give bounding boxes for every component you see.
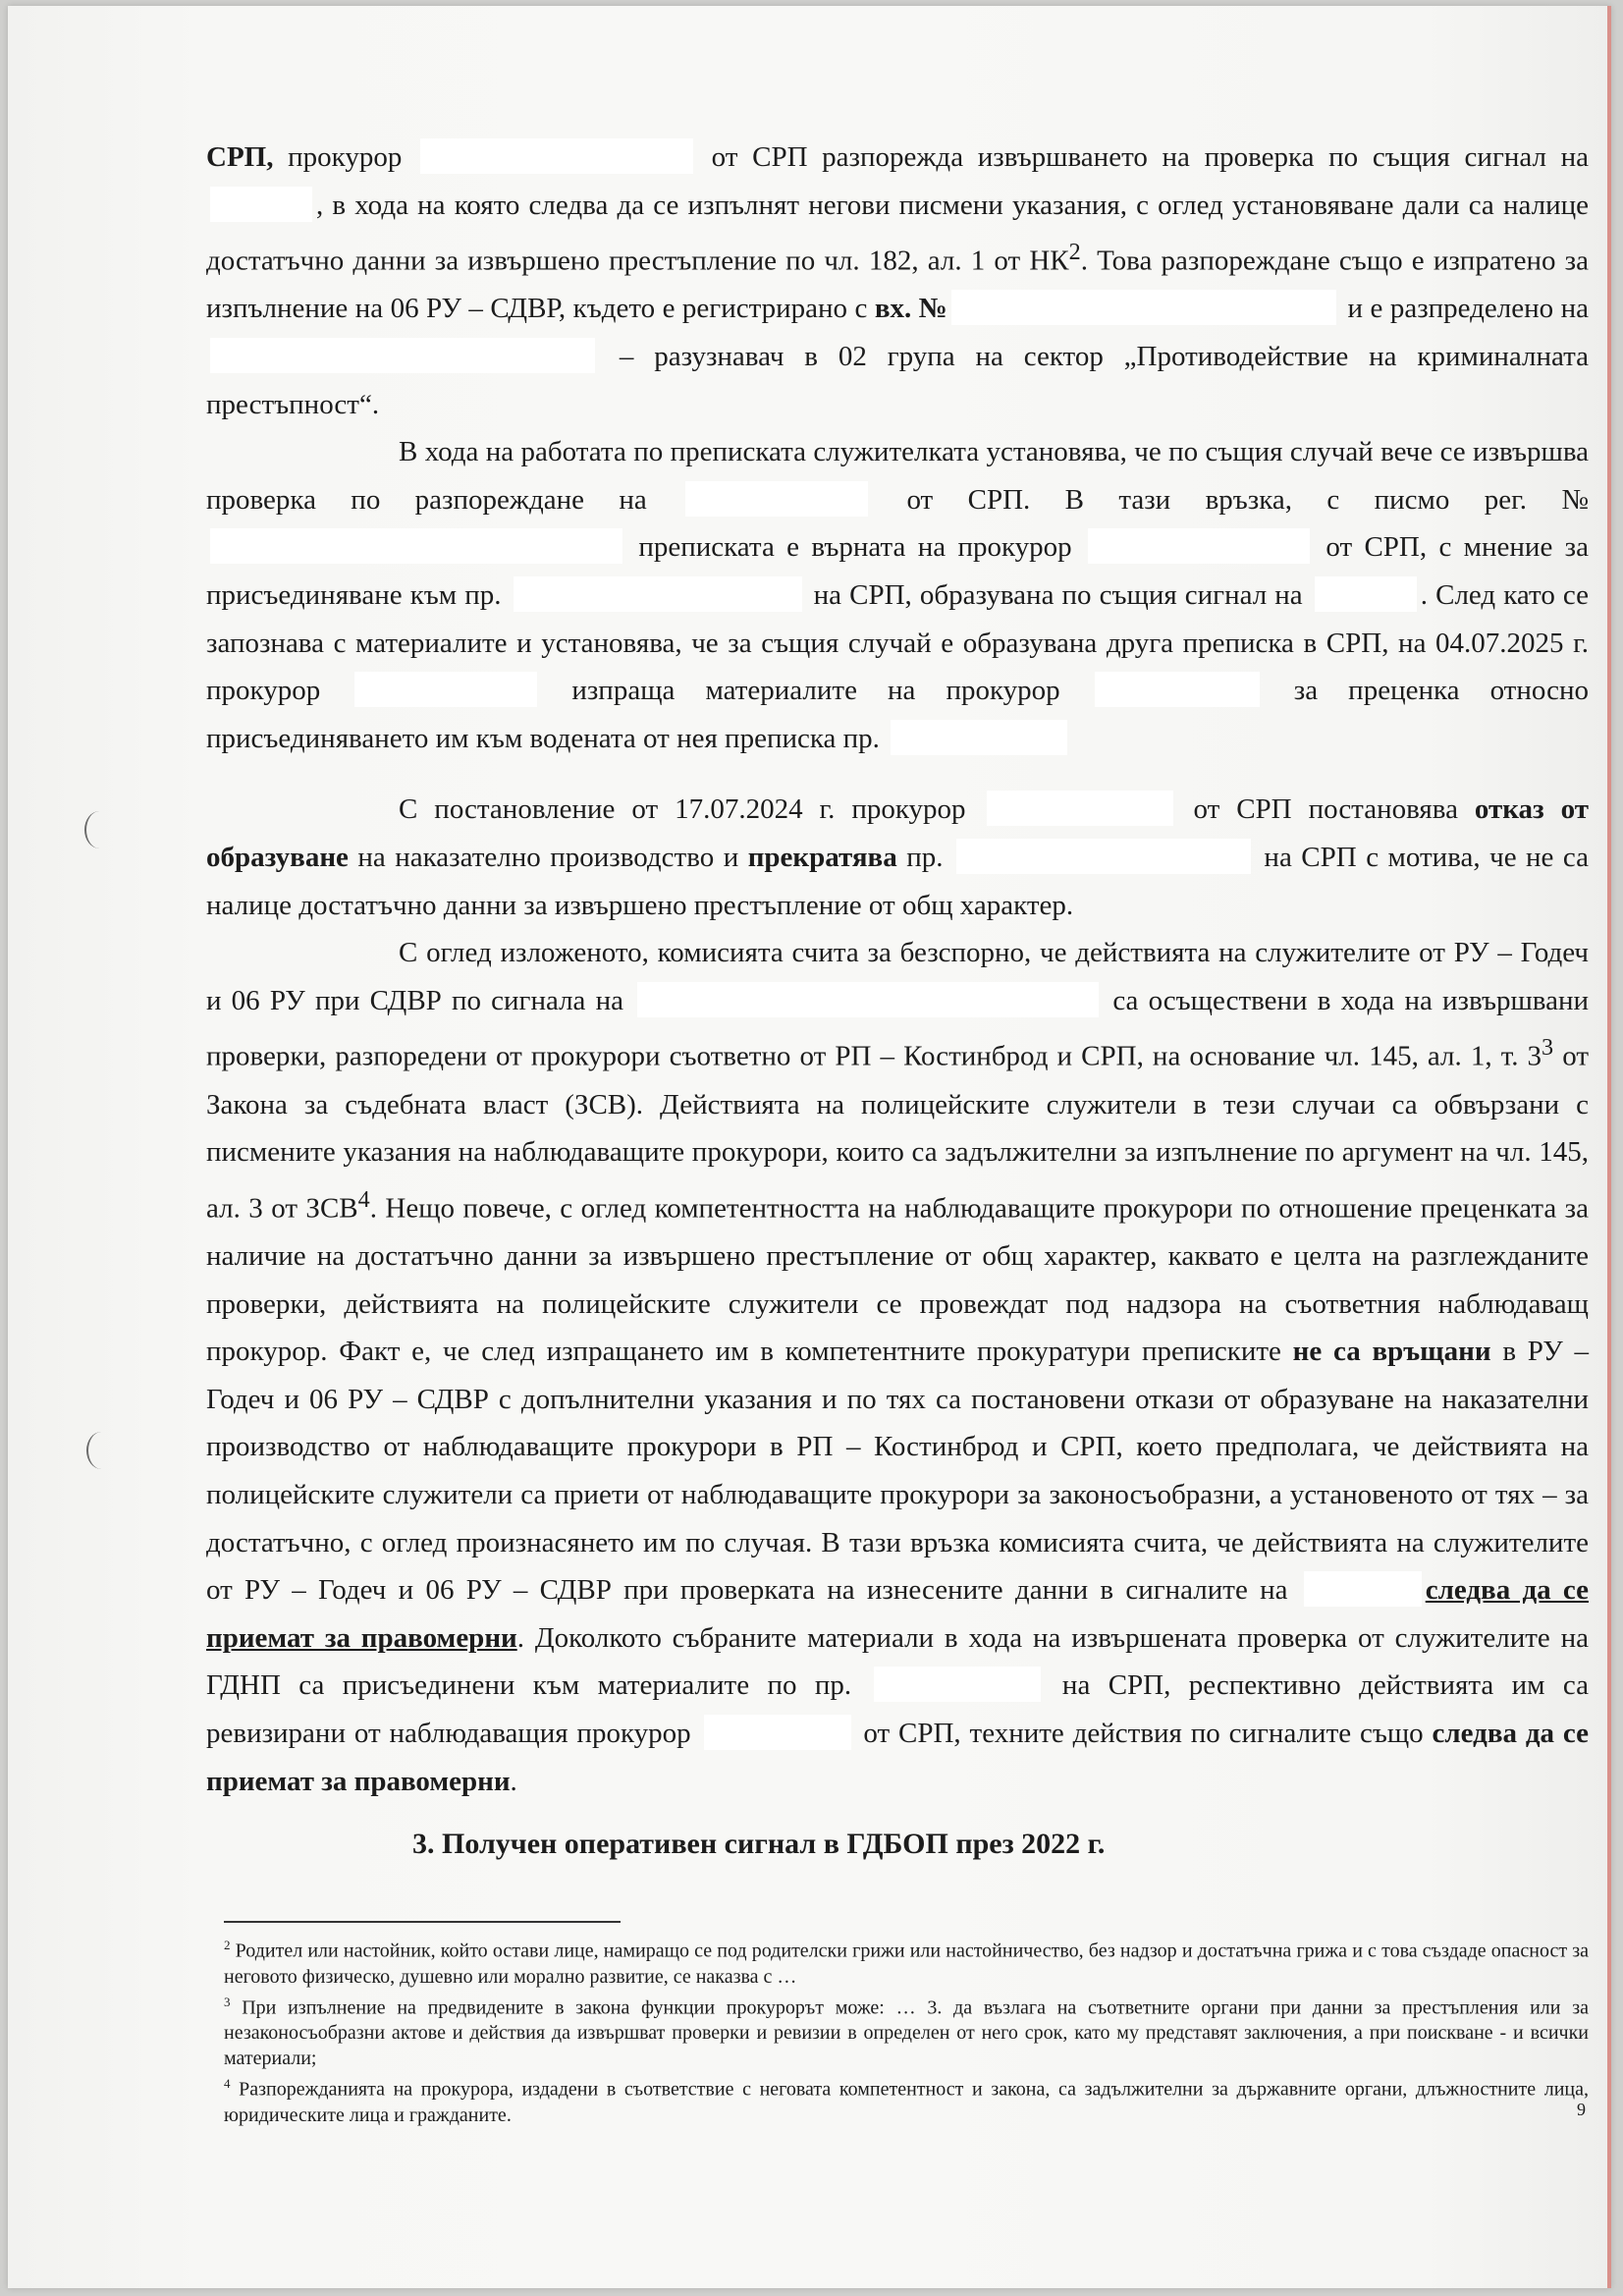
redaction	[210, 187, 312, 222]
footnote-4	[224, 2071, 1589, 2128]
text: . Нещо повече, с оглед компетентността на наблюдаващите прокурори по отношение преценката за наличие на достатъчно данни за извършено престъпление от общ характер, каквато е целта на разглежданите проверки, действията на полицейските служители се провеждат под надзора на съответния наблюдаващ прокурор. Факт е, че след изпращането им в компетентните прокуратури преписките	[206, 1192, 1589, 1368]
text: от СРП. В тази връзка, с писмо рег. №	[872, 483, 1589, 516]
redaction	[874, 1667, 1041, 1702]
redaction	[210, 528, 622, 564]
text-bold: вх. №	[874, 293, 948, 325]
paragraph-2	[206, 428, 1589, 762]
text-bold: не са връщани	[1292, 1336, 1491, 1368]
footnote-text: Родител или настойник, който остави лице, намиращо се под родителски грижи или настойничество, без надзор и достатъчна грижа и с това създаде опасност за неговото физическо, душевно или морално развитие, се наказва с …	[224, 1940, 1589, 1988]
footnote-separator	[224, 1921, 621, 1923]
text: . Доколкото събраните материали в хода на извършената проверка от служителите на ГДНП са присъединени към материалите по пр.	[206, 1621, 1589, 1702]
redaction	[956, 839, 1251, 874]
text: от СРП, с мнение за присъединяване към пр.	[206, 531, 1589, 611]
text: за преценка относно присъединяването им към водената от нея преписка пр.	[206, 675, 1589, 754]
text: .	[510, 1765, 517, 1797]
paragraph-3	[206, 786, 1589, 929]
redaction	[951, 290, 1336, 325]
text: . Това разпореждане също е изпратено за изпълнение на 06 РУ – СДВР, където е регистрирано с	[206, 245, 1589, 325]
text: от Закона за съдебната власт (ЗСВ). Действията на полицейските служители в тези случаи са обвързани с писмените указания на наблюдаващите прокурори, които са задължителни за изпълнение по аргумент на чл. 145, ал. 3 от ЗСВ	[206, 1041, 1590, 1225]
redaction	[1315, 576, 1417, 612]
redaction	[354, 672, 537, 707]
footnote-2	[224, 1933, 1589, 1990]
footnote-number: 3	[224, 1994, 231, 2009]
text: . След като се запознава с материалите и установява, че за същия случай е образувана друга преписка в СРП, на 04.07.2025 г. прокурор	[206, 579, 1589, 707]
text-bold: следва да се приемат за правомерни	[206, 1717, 1589, 1797]
text: пр.	[896, 841, 952, 873]
page-number: 9	[1577, 2100, 1586, 2119]
redaction	[987, 791, 1173, 826]
text: С постановление от 17.07.2024 г. прокурор	[399, 793, 983, 826]
footnotes	[224, 1933, 1589, 2128]
paragraph-1	[206, 134, 1589, 428]
redaction	[1088, 528, 1310, 564]
footnote-text: При изпълнение на предвидените в закона функции прокурорът може: … 3. да възлага на съответните органи при данни за престъпления или за незаконосъобразни актове и действия да извършват проверки и ревизии в определен от него срок, като му представят заключения, а при поискване - и всички материали;	[224, 1996, 1589, 2070]
punch-hole-mark	[86, 1432, 116, 1469]
text: от СРП, техните действия по сигналите също	[854, 1717, 1433, 1749]
text: на СРП с мотива, че не са налице достатъчно данни за извършено престъпление от общ характер.	[206, 841, 1590, 921]
text-bold-underline: следва да се приемат за правомерни	[206, 1574, 1589, 1654]
redaction	[1304, 1571, 1422, 1607]
text-bold: отказ от образуване	[206, 793, 1589, 873]
footnote-ref: 4	[357, 1185, 370, 1213]
redaction	[514, 576, 802, 612]
footnote-text: Разпорежданията на прокурора, издадени в съответствие с неговата компетентност и закона, са задължителни за държавните органи, длъжностните лица, юридическите лица и гражданите.	[224, 2078, 1589, 2126]
footnote-number: 2	[224, 1938, 231, 1952]
text: – разузнавач в 02 група на сектор „Противодействие на криминалната престъпност“.	[206, 341, 1589, 420]
text-bold: СРП,	[206, 141, 274, 173]
redaction	[891, 720, 1067, 755]
paragraph-4	[206, 929, 1589, 1805]
text: от СРП разпорежда извършването на проверка по същия сигнал на	[697, 141, 1590, 173]
redaction	[210, 338, 595, 373]
redaction	[420, 138, 693, 174]
text: на наказателно производство и	[348, 841, 748, 873]
text-bold: прекратява	[747, 841, 897, 873]
document-page	[8, 6, 1611, 2288]
redaction	[685, 481, 868, 517]
text: на СРП, образувана по същия сигнал на	[805, 579, 1311, 611]
footnote-3	[224, 1990, 1589, 2072]
text: са осъществени в хода на извършвани проверки, разпоредени от прокурори съответно от РП – Костинброд и СРП, на основание чл. 145, ал. 1, т. 3	[206, 984, 1589, 1072]
footnote-ref: 3	[1542, 1034, 1554, 1062]
document-body	[206, 134, 1589, 1870]
redaction	[637, 982, 1099, 1017]
text: преписката е върната на прокурор	[626, 531, 1084, 564]
redaction	[1095, 672, 1260, 707]
text: прокурор	[273, 141, 416, 173]
text: В хода на работата по преписката служителката установява, че по същия случай вече се извършва проверка по разпореждане на	[206, 436, 1589, 516]
text: на СРП, респективно действията им са ревизирани от наблюдаващия прокурор	[206, 1669, 1589, 1749]
footnote-ref: 2	[1068, 239, 1081, 266]
page-edge	[1607, 6, 1611, 2288]
text: от СРП постановява	[1176, 793, 1475, 826]
footnote-number: 4	[224, 2076, 231, 2092]
section-heading: 3. Получен оперативен сигнал в ГДБОП през 2022 г.	[412, 1828, 1106, 1861]
redaction	[704, 1715, 851, 1750]
text: , в хода на която следва да се изпълнят негови писмени указания, с оглед установяване дали са налице достатъчно данни за извършено престъпление по чл. 182, ал. 1 от НК	[206, 189, 1589, 277]
text: в РУ – Годеч и 06 РУ – СДВР с допълнителни указания и по тях са постановени откази от образуване на наказателни производство от наблюдаващите прокурори в РП – Костинброд и СРП, което предполага, че действията на полицейските служители са приети от наблюдаващите прокурори за законосъобразни, а установеното от тях – за достатъчно, с оглед произнасянето им по случая. В тази връзка комисията счита, че действията на служителите от РУ – Годеч и 06 РУ – СДВР при проверката на изнесените данни в сигналите на	[206, 1336, 1589, 1607]
spacer	[206, 762, 1589, 786]
text: С оглед изложеното, комисията счита за безспорно, че действията на служителите от РУ – Годеч и 06 РУ при СДВР по сигнала на	[206, 937, 1589, 1016]
text: и е разпределено на	[1340, 293, 1589, 325]
punch-hole-mark	[84, 811, 114, 848]
text: изпраща материалите на прокурор	[541, 675, 1091, 707]
